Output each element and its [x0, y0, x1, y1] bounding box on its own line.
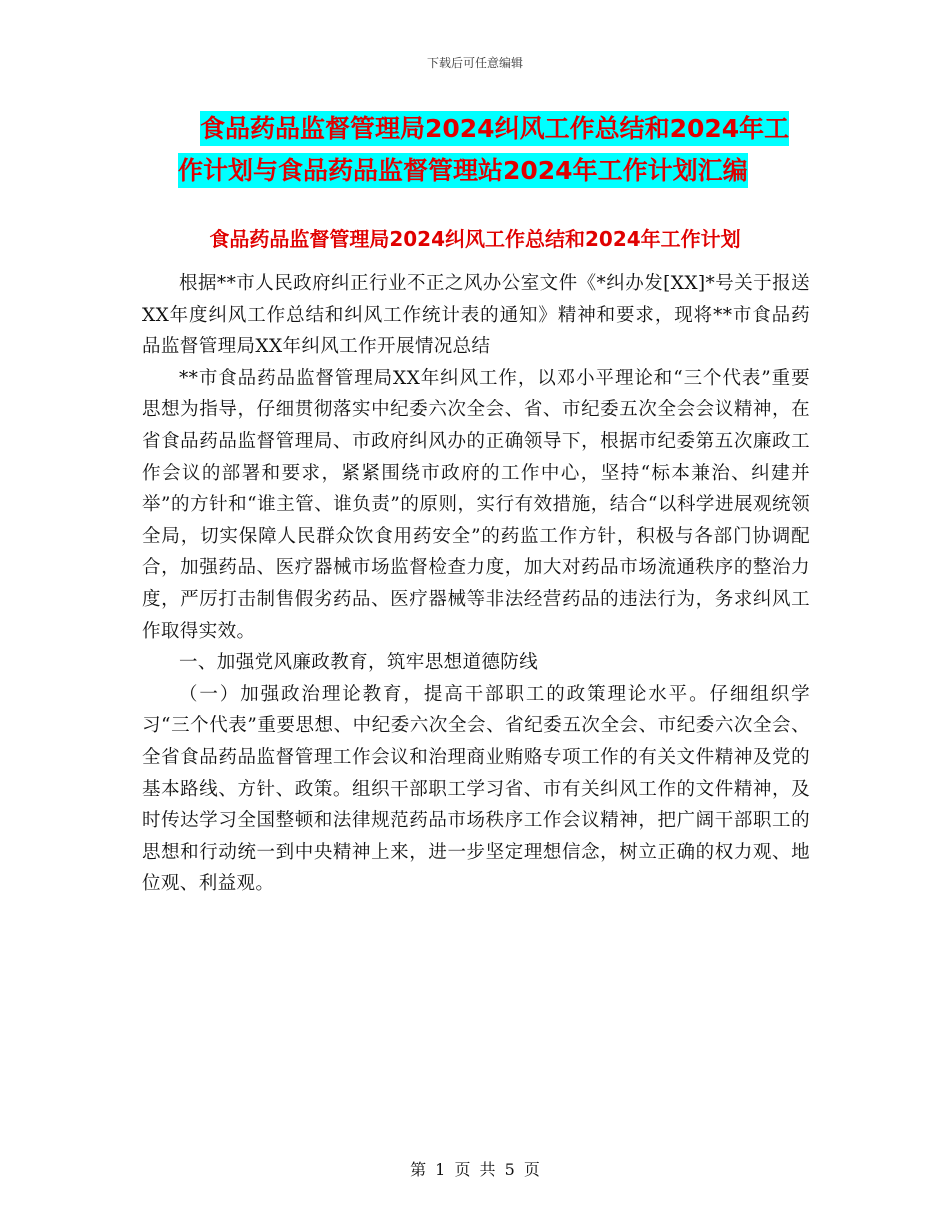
- main-title-line-1-text: 食品药品监督管理局2024纠风工作总结和2024年工: [200, 111, 789, 146]
- section-title: 食品药品监督管理局2024纠风工作总结和2024年工作计划: [209, 227, 741, 251]
- body-paragraph-3: （一）加强政治理论教育，提高干部职工的政策理论水平。仔细组织学习“三个代表”重要思想、中纪委六次全会、省纪委五次全会、市纪委六次全会、全省食品药品监督管理工作会议和治理商业贿赂专项工作的有关文件精神及党的基本路线、方针、政策。组织干部职工学习省、市有关纠风工作的文件精神，及时传达学习全国整顿和法律规范药品市场秩序工作会议精神，把广阔干部职工的思想和行动统一到中央精神上来，进一步坚定理想信念，树立正确的权力观、地位观、利益观。: [142, 683, 810, 895]
- document-main-title: [178, 108, 818, 192]
- header-note: 下载后可任意编辑: [426, 56, 523, 70]
- page-footer: 第 1 页 共 5 页: [410, 1160, 540, 1179]
- main-title-line-2-text: 作计划与食品药品监督管理站2024年工作计划汇编: [178, 153, 748, 188]
- main-title-line-2: [178, 150, 818, 192]
- body-paragraph-1: 根据**市人民政府纠正行业不正之风办公室文件《*纠办发[XX]*号关于报送XX年度纠风工作总结和纠风工作统计表的通知》精神和要求，现将**市食品药品监督管理局XX年纠风工作开展情况总结: [142, 273, 810, 358]
- body-heading-1: 一、加强党风廉政教育，筑牢思想道德防线: [179, 652, 539, 674]
- main-title-line-1: [178, 108, 818, 150]
- document-body: [142, 268, 810, 900]
- body-paragraph-2: **市食品药品监督管理局XX年纠风工作，以邓小平理论和“三个代表”重要思想为指导，仔细贯彻落实中纪委六次全会、省、市纪委五次全会会议精神，在省食品药品监督管理局、市政府纠风办的正确领导下，根据市纪委第五次廉政工作会议的部署和要求，紧紧围绕市政府的工作中心，坚持“标本兼治、纠建并举”的方针和“谁主管、谁负责”的原则，实行有效措施，结合“以科学进展观统领全局，切实保障人民群众饮食用药安全”的药监工作方针，积极与各部门协调配合，加强药品、医疗器械市场监督检查力度，加大对药品市场流通秩序的整治力度，严厉打击制售假劣药品、医疗器械等非法经营药品的违法行为，务求纠风工作取得实效。: [142, 367, 810, 642]
